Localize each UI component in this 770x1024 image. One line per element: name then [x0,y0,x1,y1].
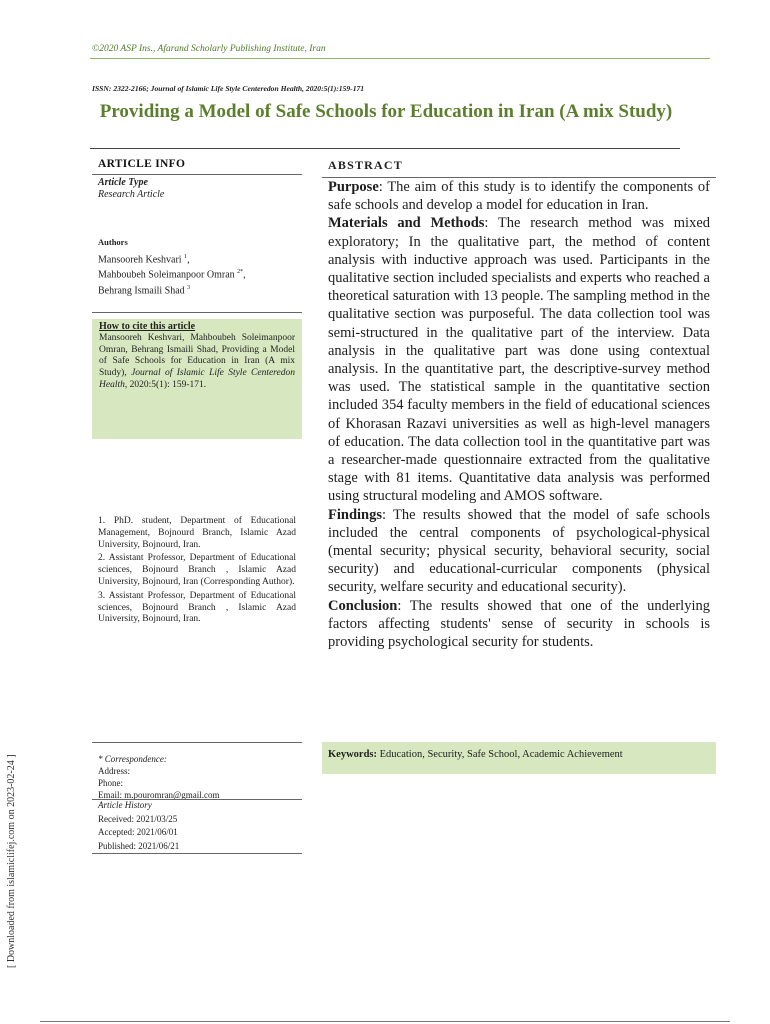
journal-copyright: ©2020 ASP Ins., Afarand Scholarly Publishing Institute, Iran [92,44,326,54]
history-accepted: Accepted: 2021/06/01 [98,827,178,837]
correspondence-address: Address: [98,766,130,776]
citation-text: Mansooreh Keshvari, Mahboubeh Soleimanpoor Omran, Behrang Ismaili Shad, Providing a Model of Safe Schools for Education in Iran (A mix Study), [99,332,295,379]
correspondence-label: * Correspondence: [98,754,167,764]
methods-label: Materials and Methods [328,215,485,232]
article-type-value: Research Article [98,189,165,200]
citation-box [92,319,302,439]
conclusion-text: : The results showed that one of the underlying factors affecting students' sense of security in schools is providing psychological security for students. [328,597,710,651]
authors-label: Authors [98,237,128,247]
article-info-panel [92,148,302,203]
history-label: Article History [98,800,152,810]
findings-label: Findings [328,506,382,523]
affiliation-item: 1. PhD. student, Department of Educational Management, Bojnourd Branch, Islamic Azad University, Bojnourd, Iran. [98,516,296,550]
citation-label: How to cite this article [99,321,196,332]
purpose-label: Purpose [328,179,379,195]
history-end-divider [92,853,302,854]
affiliations [92,516,302,628]
citation-tail: , 2020:5(1): 159-171. [124,379,207,390]
history-published: Published: 2021/06/21 [98,840,180,851]
footer-divider [40,1021,730,1022]
article-info-heading: ARTICLE INFO [92,148,302,175]
affiliation-item: 3. Assistant Professor, Department of Educational sciences, Bojnourd Branch , Islamic Azad University, Bojnourd, Iran. [98,590,296,625]
authors-block [92,236,302,298]
citation-journal: Journal of Islamic Life Style Centeredon Health [99,368,295,390]
conclusion-label: Conclusion [328,597,398,614]
correspondence-divider [92,742,302,743]
keywords-label: Keywords: [328,749,377,760]
affiliation-item: 2. Assistant Professor, Department of Educational sciences, Bojnourd Branch , Islamic Azad University, Bojnourd, Iran (Corresponding Author). [98,553,296,587]
methods-text: : The research method was mixed exploratory; In the qualitative part, the method of content analysis with inductive approach was used. Participants in the qualitative section included specialists and experts who reached a theoretical saturation with 13 people. The sampling method in the qualitative section was purposeful. The data collection tool was semi-structured in the qualitative part of the interview. Data analysis in the qualitative part was done using contextual analysis. In the quantitative part, the descriptive-survey method was used. The statistical sample in the quantitative section included 354 faculty members in the field of educational sciences of Khorasan Razavi universities as well as high-level managers of education. The data collection tool in the quantitative part was a researcher-made questionnaire extracted from the qualitative stage with 81 items. Quantitative data analysis was performed using structural modeling and AMOS software. [328,215,711,505]
keywords-value: Education, Security, Safe School, Academic Achievement [377,749,623,760]
history-received: Received: 2021/03/25 [98,813,178,824]
abstract-heading: ABSTRACT [322,158,716,178]
authors-divider [92,312,302,313]
download-watermark: [ Downloaded from islamiclifej.com on 2023-02-24 ] [6,754,17,968]
author-item: Mahboubeh Soleimanpoor Omran $^{2*}$, [98,269,246,281]
author-item: Behrang Ismaili Shad $^3$ [98,285,191,297]
correspondence-phone: Phone: [98,778,124,788]
header-divider [90,58,710,59]
correspondence-block [92,753,302,801]
article-type [92,175,302,203]
author-item: Mansooreh Keshvari $^1$, [98,253,190,265]
findings-text: : The results showed that the model of safe schools included the central components of psychological-physical (mental security; physical security, behavioral security, social security) and educational-curricular components (physical security, welfare security and educational security). [328,506,710,596]
abstract-body [322,178,716,651]
issn-line: ISSN: 2322-2166; Journal of Islamic Life Style Centeredon Health, 2020:5(1):159-171 [92,84,365,93]
purpose-text: : The aim of this study is to identify the components of safe schools and develop a model for education in Iran. [328,179,710,214]
keywords-box [322,742,716,774]
correspondence-email[interactable]: Email: m.pouromran@gmail.com [98,790,220,800]
article-history [92,799,302,853]
article-type-label: Article Type [98,177,148,188]
article-title: Providing a Model of Safe Schools for Education in Iran (A mix Study) [99,101,673,122]
